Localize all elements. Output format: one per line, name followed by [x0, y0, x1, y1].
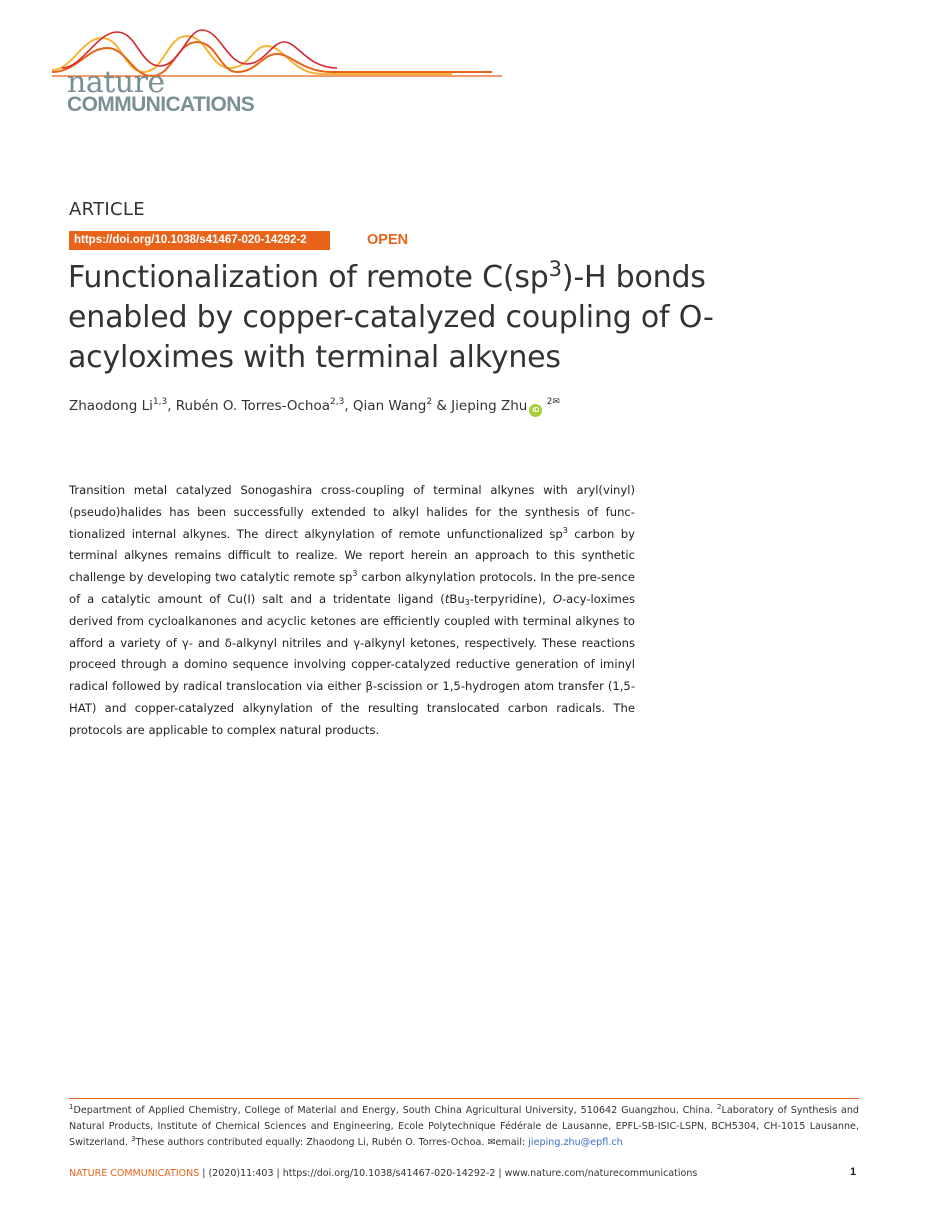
affiliation-marker: 1: [69, 1103, 74, 1111]
author-list: [69, 398, 560, 417]
footer-journal-name[interactable]: NATURE COMMUNICATIONS: [69, 1168, 200, 1179]
author-name[interactable]: Rubén O. Torres-Ochoa: [175, 398, 330, 414]
open-access-label: OPEN: [367, 232, 409, 248]
author-name[interactable]: Zhaodong Li: [69, 398, 153, 414]
affiliation-text: Department of Applied Chemistry, College of Material and Energy, South China Agricultural University, 510642 Guangzhou, China.: [73, 1105, 718, 1116]
title-text-1: Functionalization of remote C(sp: [68, 260, 549, 295]
footer-citation: | (2020)11:403 | https://doi.org/10.1038/s41467-020-14292-2 | www.nature.com/naturecommunications: [199, 1168, 698, 1179]
abstract-text: carbon alkynylation protocols. In the pre-sence of a catalytic amount of Cu(I) salt and a tridentate ligand (: [69, 570, 636, 606]
abstract-text: carbon by terminal alkynes remains difficult to realize. We report herein an approach to this synthetic challenge by developing two catalytic remote sp: [69, 526, 635, 585]
author-affiliation: 2: [426, 397, 433, 407]
logo-communications-text: COMMUNICATIONS: [67, 93, 255, 116]
email-label: ✉email:: [487, 1137, 529, 1148]
author-name[interactable]: Qian Wang: [352, 398, 427, 414]
journal-logo: [52, 28, 502, 118]
affiliation-marker: 3: [131, 1135, 136, 1143]
doi-link[interactable]: https://doi.org/10.1038/s41467-020-14292-2: [69, 231, 330, 250]
author-affiliation: 2✉: [546, 397, 560, 407]
abstract-italic: O: [552, 591, 562, 606]
abstract: [69, 480, 635, 742]
title-superscript: 3: [548, 257, 562, 281]
abstract-text: -terpyridine),: [469, 591, 553, 606]
title-text-2: )-H bonds enabled by copper-catalyzed coupling of O-acyloximes with terminal alkynes: [68, 260, 714, 375]
abstract-text: -acy-loximes derived from cycloalkanones and acyclic ketones are efficiently coupled with terminal alkynes to afford a variety of γ- and δ-alkynyl nitriles and γ-alkynyl ketones, respectively. These reactions proceed through a domino sequence involving copper-catalyzed reductive generation of iminyl radical followed by radical translocation via either β-scission or 1,5-hydrogen atom transfer (1,5-HAT) and copper-catalyzed alkynylation of the resulting translocated carbon radicals. The protocols are applicable to complex natural products.: [69, 591, 636, 737]
author-affiliation: 2,3: [330, 397, 345, 407]
affiliation-marker: 2: [717, 1103, 722, 1111]
orcid-icon[interactable]: iD: [529, 404, 542, 417]
abstract-text: Transition metal catalyzed Sonogashira cross-coupling of terminal alkynes with aryl(vinyl) (pseudo)halides has been successfully extended to alkyl halides for the synthesis of func-tionalized internal alkynes. The direct alkynylation of remote unfunctionalized sp: [69, 483, 635, 541]
author-affiliation: 1,3: [152, 397, 168, 407]
article-type: ARTICLE: [69, 199, 145, 220]
affiliations: [69, 1103, 859, 1151]
abstract-text: Bu: [449, 591, 465, 606]
abstract-subscript: 3: [464, 597, 470, 607]
email-link[interactable]: jieping.zhu@epfl.ch: [528, 1137, 623, 1148]
author-name[interactable]: Jieping Zhu: [451, 398, 528, 414]
page-footer: [69, 1168, 697, 1179]
footnote-divider: [69, 1098, 859, 1099]
author-separator: ,: [167, 398, 176, 414]
page-number: 1: [850, 1166, 857, 1178]
author-separator: ,: [344, 398, 353, 414]
logo-nature-text: nature: [67, 65, 165, 100]
abstract-superscript: 3: [352, 569, 358, 579]
affiliation-text: These authors contributed equally: Zhaodong Li, Rubén O. Torres-Ochoa.: [135, 1137, 488, 1148]
article-title: [68, 258, 828, 378]
abstract-superscript: 3: [562, 525, 568, 535]
abstract-italic: t: [444, 591, 450, 606]
author-separator: &: [432, 398, 452, 414]
affiliation-text: Laboratory of Synthesis and Natural Products, Institute of Chemical Sciences and Engineering, Ecole Polytechnique Fédérale de Lausanne, EPFL-SB-ISIC-LSPN, BCH5304, CH-1015 Lausanne, Switzerland.: [69, 1105, 859, 1148]
